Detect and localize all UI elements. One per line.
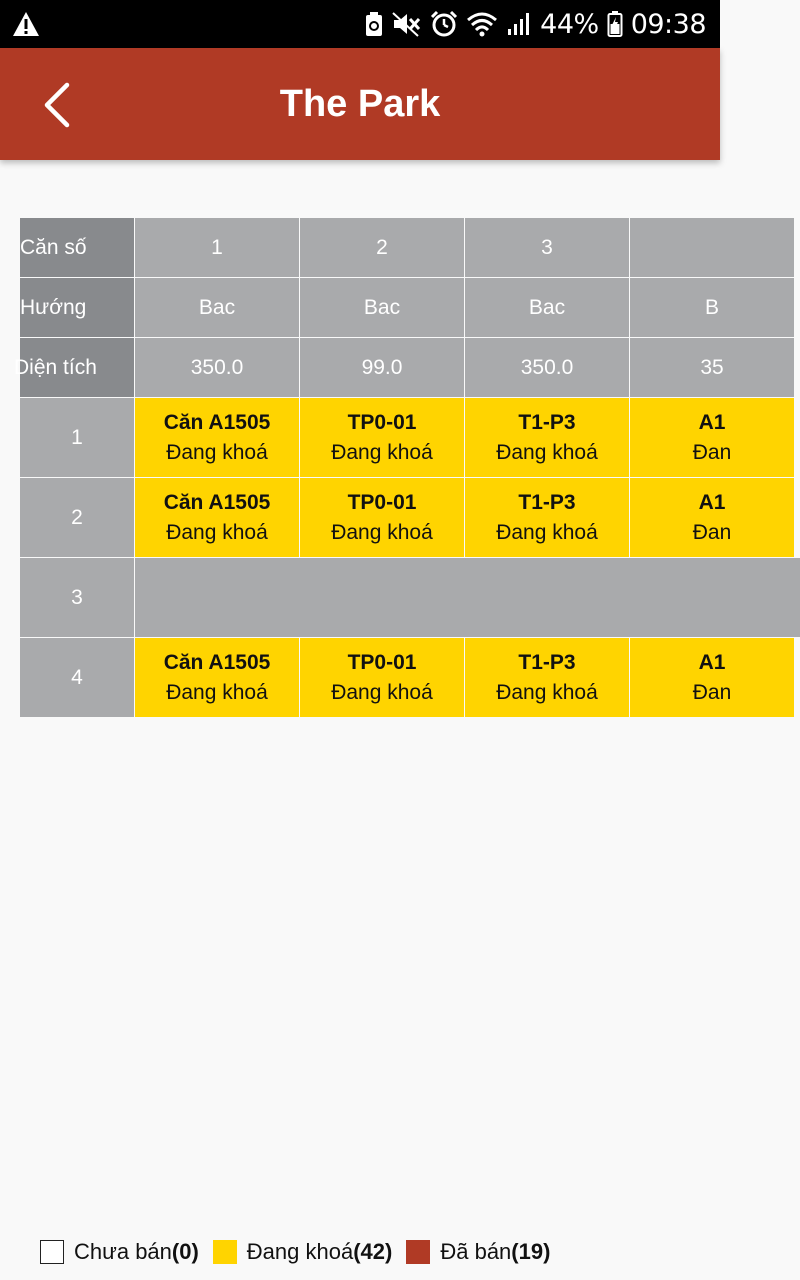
legend-locked (213, 1239, 393, 1265)
header-value-text: 350.0 (190, 355, 244, 379)
header-value-cell (630, 338, 794, 397)
unit-cell[interactable] (135, 478, 299, 557)
unit-code: Căn A1505 (163, 410, 271, 434)
status-icons (364, 0, 706, 48)
unit-status: Đang khoá (166, 520, 268, 544)
unit-cell[interactable] (300, 398, 464, 477)
unit-code: TP0-01 (347, 650, 417, 674)
locked-swatch (213, 1240, 237, 1264)
header-value-cell (465, 278, 629, 337)
unit-code: Căn A1505 (163, 650, 271, 674)
header-value-text: 3 (541, 235, 553, 259)
wifi-icon (466, 11, 498, 37)
floor-label (20, 558, 134, 637)
legend-unsold-count: (0) (171, 1239, 199, 1264)
unit-grid[interactable] (14, 218, 732, 716)
header-value-cell (630, 218, 794, 277)
legend-locked-count: (42) (353, 1239, 393, 1264)
empty-floor-row (135, 558, 800, 637)
alarm-icon (430, 10, 458, 38)
header-value-cell (300, 338, 464, 397)
header-value-text: Bac (528, 295, 566, 319)
header-value-text: 1 (211, 235, 223, 259)
unit-status: Đan (692, 680, 732, 704)
unit-status: Đang khoá (496, 440, 598, 464)
legend-locked-label: Đang khoá (246, 1239, 354, 1264)
unit-cell[interactable] (630, 638, 794, 717)
legend-sold-count: (19) (511, 1239, 551, 1264)
unit-status: Đan (692, 520, 732, 544)
unit-cell[interactable] (630, 478, 794, 557)
unit-status: Đang khoá (166, 440, 268, 464)
header-value-cell (630, 278, 794, 337)
legend-sold-label: Đã bán (440, 1239, 512, 1264)
unit-cell[interactable] (135, 398, 299, 477)
unit-status: Đang khoá (331, 440, 433, 464)
floor-number: 3 (71, 585, 83, 609)
header-value-text: 35 (700, 355, 724, 379)
header-row-label (20, 218, 134, 277)
header-value-text: 2 (376, 235, 388, 259)
clock: 09:38 (630, 8, 706, 40)
unit-status: Đang khoá (496, 680, 598, 704)
header-label-text: Căn số (20, 235, 87, 259)
unit-code: Căn A1505 (163, 490, 271, 514)
floor-number: 4 (71, 665, 83, 689)
header-label-text: Diện tích (14, 355, 97, 379)
back-button[interactable] (22, 70, 92, 140)
unit-cell[interactable] (300, 478, 464, 557)
unit-code: A1 (698, 410, 726, 434)
legend-unsold-label: Chưa bán (74, 1239, 172, 1264)
header-value-cell (135, 278, 299, 337)
status-bar (0, 0, 720, 48)
battery-percent: 44% (540, 8, 599, 40)
unit-cell[interactable] (465, 478, 629, 557)
unit-status: Đang khoá (331, 520, 433, 544)
unit-grid-content (14, 218, 800, 716)
sold-swatch (406, 1240, 430, 1264)
header-value-text: Bac (363, 295, 401, 319)
legend (40, 1236, 564, 1268)
warning-icon (12, 11, 40, 37)
unit-code: A1 (698, 490, 726, 514)
unit-code: T1-P3 (518, 650, 576, 674)
battery-icon (607, 10, 623, 38)
header-value-cell (135, 218, 299, 277)
unit-cell[interactable] (465, 638, 629, 717)
header-value-text: Bac (198, 295, 236, 319)
unit-code: T1-P3 (518, 410, 576, 434)
unit-cell[interactable] (135, 638, 299, 717)
header-value-cell (465, 338, 629, 397)
chevron-left-icon (42, 82, 72, 128)
recycle-icon (364, 11, 384, 37)
app-bar (0, 48, 720, 160)
unit-cell[interactable] (630, 398, 794, 477)
unit-code: A1 (698, 650, 726, 674)
unit-cell[interactable] (300, 638, 464, 717)
floor-label (20, 638, 134, 717)
unit-status: Đan (692, 440, 732, 464)
floor-label (20, 478, 134, 557)
unit-status: Đang khoá (331, 680, 433, 704)
unit-status: Đang khoá (496, 520, 598, 544)
header-value-cell (465, 218, 629, 277)
mute-icon (392, 11, 422, 37)
unsold-swatch (40, 1240, 64, 1264)
unit-code: TP0-01 (347, 410, 417, 434)
header-value-text: B (704, 295, 719, 319)
floor-label (20, 398, 134, 477)
header-value-cell (135, 338, 299, 397)
header-label-text: Hướng (20, 295, 87, 319)
page-title: The Park (279, 83, 441, 125)
header-value-text: 99.0 (361, 355, 403, 379)
unit-code: T1-P3 (518, 490, 576, 514)
signal-icon (506, 11, 532, 37)
floor-number: 2 (71, 505, 83, 529)
legend-unsold (40, 1239, 199, 1265)
header-row-label (14, 338, 134, 397)
header-value-text: 350.0 (520, 355, 574, 379)
header-value-cell (300, 278, 464, 337)
header-value-cell (300, 218, 464, 277)
header-row-label (20, 278, 134, 337)
legend-sold (406, 1239, 550, 1265)
floor-number: 1 (71, 425, 83, 449)
unit-status: Đang khoá (166, 680, 268, 704)
unit-code: TP0-01 (347, 490, 417, 514)
unit-cell[interactable] (465, 398, 629, 477)
